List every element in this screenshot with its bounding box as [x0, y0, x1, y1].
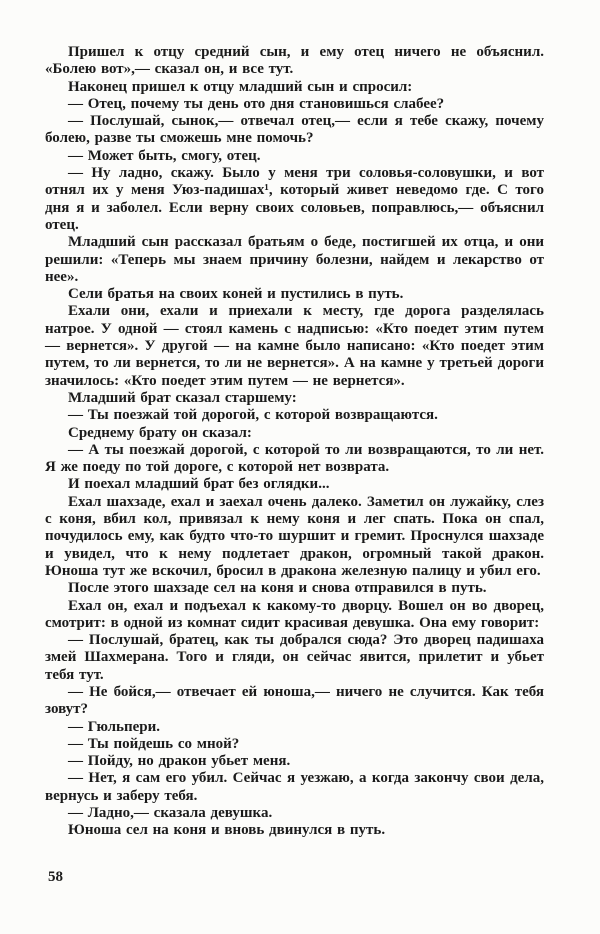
paragraph-dialogue: — Может быть, смогу, отец. [68, 147, 261, 164]
paragraph: Юноша сел на коня и вновь двинулся в путь. [68, 822, 386, 839]
paragraph-dialogue: — Ладно,— сказала девушка. [68, 805, 273, 822]
paragraph: Наконец пришел к отцу младший сын и спросил: [68, 78, 413, 95]
book-page-text-block [45, 44, 544, 840]
paragraph-dialogue: — Ну ладно, скажу. Было у меня три соловья-соловушки, и вот отнял их у меня Уюз-падишах¹, который живет неведомо где. С того дня я и заболел. Если верну своих соловьев, поправлюсь,— объяснил отец. [45, 165, 544, 233]
paragraph: Младший сын рассказал братьям о беде, постигшей их отца, и они решили: «Теперь мы знаем причину болезни, найдем и лекарство от нее». [45, 234, 544, 285]
paragraph-dialogue: — Ты пойдешь со мной? [68, 735, 240, 752]
paragraph: Сели братья на своих коней и пустились в путь. [68, 286, 404, 303]
paragraph: Ехал шахзаде, ехал и заехал очень далеко. Заметил он лужайку, слез с коня, вбил кол, привязал к нему коня и лег спать. Пока он спал, почудилось ему, как будто что-то шуршит и гремит. Проснулся шахзаде и увидел, что к нему подлетает дракон, огромный такой дракон. Юноша тут же вскочил, бросил в дракона железную палицу и убил его. [45, 493, 544, 579]
paragraph: И поехал младший брат без оглядки... [68, 476, 330, 493]
paragraph: Среднему брату он сказал: [68, 424, 252, 441]
page-number: 58 [48, 869, 63, 885]
paragraph-dialogue: — Послушай, братец, как ты добрался сюда? Это дворец падишаха змей Шахмерана. Того и гляди, он сейчас явится, прилетит и убьет тебя тут. [45, 632, 544, 683]
paragraph: Младший брат сказал старшему: [68, 389, 297, 406]
paragraph-dialogue: — Гюльпери. [68, 718, 161, 735]
paragraph: Ехали они, ехали и приехали к месту, где дорога разделялась натрое. У одной — стоял камень с надписью: «Кто поедет этим путем — вернется». У другой — на камне было написано: «Кто поедет этим путем, то ли вернется, то ли не вернется». А на камне у третьей дороги значилось: «Кто поедет этим путем — не вернется». [45, 303, 544, 389]
paragraph-dialogue: — Пойду, но дракон убьет меня. [68, 753, 291, 770]
paragraph: Пришел к отцу средний сын, и ему отец ничего не объяснил. «Болею вот»,— сказал он, и все тут. [45, 44, 544, 78]
paragraph-dialogue: — Нет, я сам его убил. Сейчас я уезжаю, а когда закончу свои дела, вернусь и заберу тебя. [45, 770, 544, 804]
paragraph: После этого шахзаде сел на коня и снова отправился в путь. [68, 580, 487, 597]
paragraph-dialogue: — Ты поезжай той дорогой, с которой возвращаются. [68, 407, 438, 424]
paragraph: Ехал он, ехал и подъехал к какому-то дворцу. Вошел он во дворец, смотрит: в одной из комнат сидит красивая девушка. Она ему говорит: [45, 597, 544, 631]
paragraph-dialogue: — Послушай, сынок,— отвечал отец,— если я тебе скажу, почему болею, разве ты сможешь мне помочь? [45, 113, 544, 147]
paragraph-dialogue: — А ты поезжай дорогой, с которой то ли возвращаются, то ли нет. Я же поеду по той дороге, с которой нет возврата. [45, 441, 544, 476]
paragraph-dialogue: — Отец, почему ты день ото дня становишься слабее? [68, 95, 445, 112]
paragraph-dialogue: — Не бойся,— отвечает ей юноша,— ничего не случится. Как тебя зовут? [45, 683, 544, 718]
